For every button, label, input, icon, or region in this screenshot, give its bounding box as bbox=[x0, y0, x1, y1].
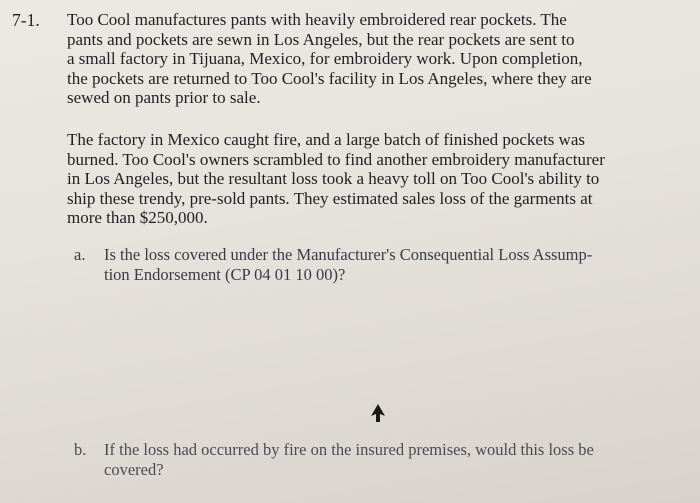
paragraph-line: sewed on pants prior to sale. bbox=[67, 88, 261, 108]
paragraph-line: burned. Too Cool's owners scrambled to find another embroidery manufacturer bbox=[67, 149, 605, 169]
question-b-letter: b. bbox=[74, 440, 87, 459]
question-b-text bbox=[104, 440, 664, 480]
problem-number: 7-1. bbox=[12, 10, 40, 30]
question-a-text bbox=[104, 245, 664, 285]
paragraph-line: the pockets are returned to Too Cool's facility in Los Angeles, where they are bbox=[67, 68, 592, 88]
paragraph-line: pants and pockets are sewn in Los Angeles, but the rear pockets are sent to bbox=[67, 29, 575, 49]
question-a-letter: a. bbox=[74, 245, 86, 264]
paragraph-line: in Los Angeles, but the resultant loss took a heavy toll on Too Cool's ability to bbox=[67, 169, 600, 189]
question-line: If the loss had occurred by fire on the insured premises, would this loss be bbox=[104, 440, 594, 459]
paragraph-line: Too Cool manufactures pants with heavily embroidered rear pockets. The bbox=[67, 10, 567, 29]
problem-paragraph-2 bbox=[67, 130, 679, 228]
problem-paragraph-1 bbox=[67, 10, 667, 108]
paragraph-line: ship these trendy, pre-sold pants. They estimated sales loss of the garments at bbox=[67, 188, 593, 208]
question-line: covered? bbox=[104, 460, 164, 479]
paragraph-line: The factory in Mexico caught fire, and a large batch of finished pockets was bbox=[67, 130, 585, 149]
mouse-pointer-icon bbox=[371, 404, 385, 422]
paragraph-line: a small factory in Tijuana, Mexico, for embroidery work. Upon completion, bbox=[67, 49, 583, 69]
paragraph-line: more than $250,000. bbox=[67, 208, 208, 228]
question-line: tion Endorsement (CP 04 01 10 00)? bbox=[104, 265, 346, 284]
question-line: Is the loss covered under the Manufacturer's Consequential Loss Assump- bbox=[104, 245, 593, 264]
